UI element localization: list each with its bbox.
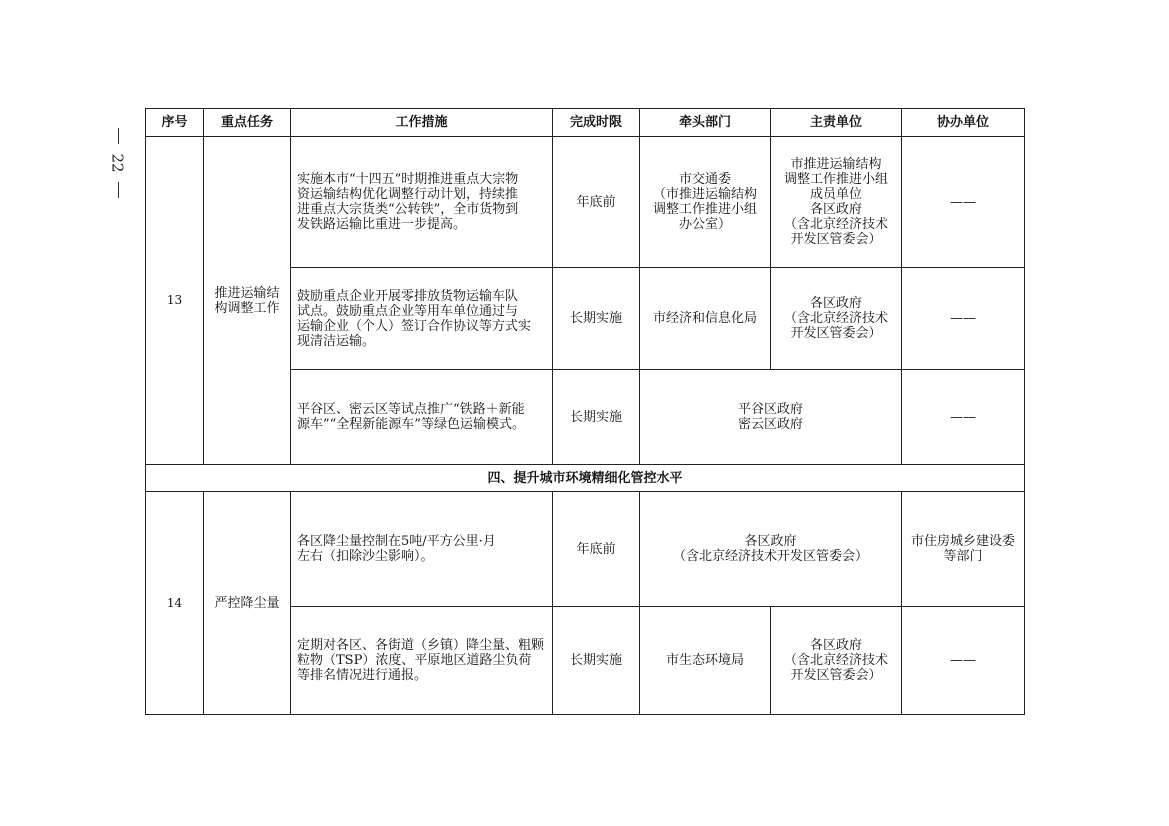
- assist-unit-cell: [902, 492, 1025, 607]
- measure-line: 等排名情况进行通报。: [297, 668, 428, 683]
- seq-cell: 14: [146, 492, 204, 715]
- table-row: [146, 492, 1025, 607]
- measure-line: 资运输结构优化调整行动计划，持续推: [297, 187, 519, 202]
- header-assist-unit: 协办单位: [902, 109, 1025, 137]
- deadline-cell: 长期实施: [553, 268, 640, 370]
- main-unit-cell: [771, 268, 902, 370]
- task-cell: [204, 137, 291, 465]
- section-heading: 四、提升城市环境精细化管控水平: [146, 465, 1025, 492]
- assist-unit-cell: ——: [902, 607, 1025, 715]
- measure-cell: [291, 268, 553, 370]
- lead-main-merged-cell: [640, 370, 902, 465]
- main-line: 各区政府: [809, 296, 862, 311]
- task-line: 构调整工作: [214, 300, 280, 316]
- assist-line: 等部门: [943, 549, 983, 564]
- lead-dept-cell: 市生态环境局: [640, 607, 771, 715]
- task-table: [145, 108, 1025, 715]
- main-line: 成员单位: [809, 187, 862, 202]
- measure-cell: [291, 137, 553, 268]
- assist-unit-cell: ——: [902, 370, 1025, 465]
- main-line: 市推进运输结构: [790, 157, 882, 172]
- lead-line: 办公室）: [678, 217, 731, 232]
- lead-main-line: （含北京经济技术开发区管委会）: [672, 549, 868, 564]
- seq-cell: 13: [146, 137, 204, 465]
- page-number: [108, 128, 128, 198]
- main-line: 开发区管委会）: [790, 232, 882, 247]
- measure-line: 现清洁运输。: [297, 333, 376, 349]
- measure-line: 粒物（TSP）浓度、平原地区道路尘负荷: [297, 653, 532, 668]
- header-row: [146, 109, 1025, 137]
- lead-main-line: 平谷区政府: [737, 402, 803, 417]
- main-line: 各区政府: [809, 638, 862, 653]
- measure-line: 实施本市“十四五”时期推进重点大宗物: [297, 172, 519, 187]
- measure-cell: [291, 370, 553, 465]
- measure-line: 左右（扣除沙尘影响）。: [297, 549, 434, 564]
- lead-dept-cell: [640, 137, 771, 268]
- measure-line: 鼓励重点企业开展零排放货物运输车队: [297, 288, 519, 304]
- main-unit-cell: [771, 137, 902, 268]
- measure-line: 进重点大宗货类“公转铁”，全市货物到: [297, 202, 519, 217]
- main-line: 开发区管委会）: [790, 326, 882, 341]
- header-task: 重点任务: [204, 109, 291, 137]
- lead-main-line: 密云区政府: [737, 417, 803, 432]
- page-number-dash-bottom: [118, 182, 119, 198]
- measure-cell: [291, 607, 553, 715]
- measure-line: 平谷区、密云区等试点推广“铁路＋新能: [297, 402, 525, 417]
- header-lead-dept: 牵头部门: [640, 109, 771, 137]
- measure-line: 运输企业（个人）签订合作协议等方式实: [297, 318, 532, 334]
- lead-dept-cell: 市经济和信息化局: [640, 268, 771, 370]
- main-line: （含北京经济技术: [783, 653, 888, 668]
- header-deadline: 完成时限: [553, 109, 640, 137]
- lead-main-merged-cell: [640, 492, 902, 607]
- assist-line: 市住房城乡建设委: [910, 534, 1015, 549]
- measure-line: 各区降尘量控制在5吨/平方公里·月: [297, 534, 496, 549]
- lead-line: 调整工作推进小组: [652, 202, 757, 217]
- assist-unit-cell: ——: [902, 137, 1025, 268]
- page-number-dash-top: [118, 128, 119, 144]
- deadline-cell: 年底前: [553, 492, 640, 607]
- task-line: 推进运输结: [214, 285, 280, 301]
- main-line: 各区政府: [809, 202, 862, 217]
- main-line: （含北京经济技术: [783, 217, 888, 232]
- deadline-cell: 长期实施: [553, 370, 640, 465]
- section-row: [146, 465, 1025, 492]
- deadline-cell: 年底前: [553, 137, 640, 268]
- table-row: [146, 137, 1025, 268]
- header-measure: 工作措施: [291, 109, 553, 137]
- measure-line: 发铁路运输比重进一步提高。: [297, 217, 467, 232]
- main-unit-cell: [771, 607, 902, 715]
- main-line: （含北京经济技术: [783, 311, 888, 326]
- measure-line: 定期对各区、各街道（乡镇）降尘量、粗颗: [297, 638, 545, 653]
- header-seq: 序号: [146, 109, 204, 137]
- task-cell: 严控降尘量: [204, 492, 291, 715]
- deadline-cell: 长期实施: [553, 607, 640, 715]
- measure-line: 源车”“全程新能源车”等绿色运输模式。: [297, 417, 525, 432]
- assist-unit-cell: ——: [902, 268, 1025, 370]
- header-main-unit: 主责单位: [771, 109, 902, 137]
- lead-line: 市交通委: [678, 172, 731, 187]
- main-line: 调整工作推进小组: [783, 172, 888, 187]
- page-number-text: 22: [109, 153, 127, 173]
- lead-main-line: 各区政府: [744, 534, 797, 549]
- measure-cell: [291, 492, 553, 607]
- main-line: 开发区管委会）: [790, 668, 882, 683]
- measure-line: 试点。鼓励重点企业等用车单位通过与: [297, 303, 519, 319]
- lead-line: （市推进运输结构: [652, 187, 757, 202]
